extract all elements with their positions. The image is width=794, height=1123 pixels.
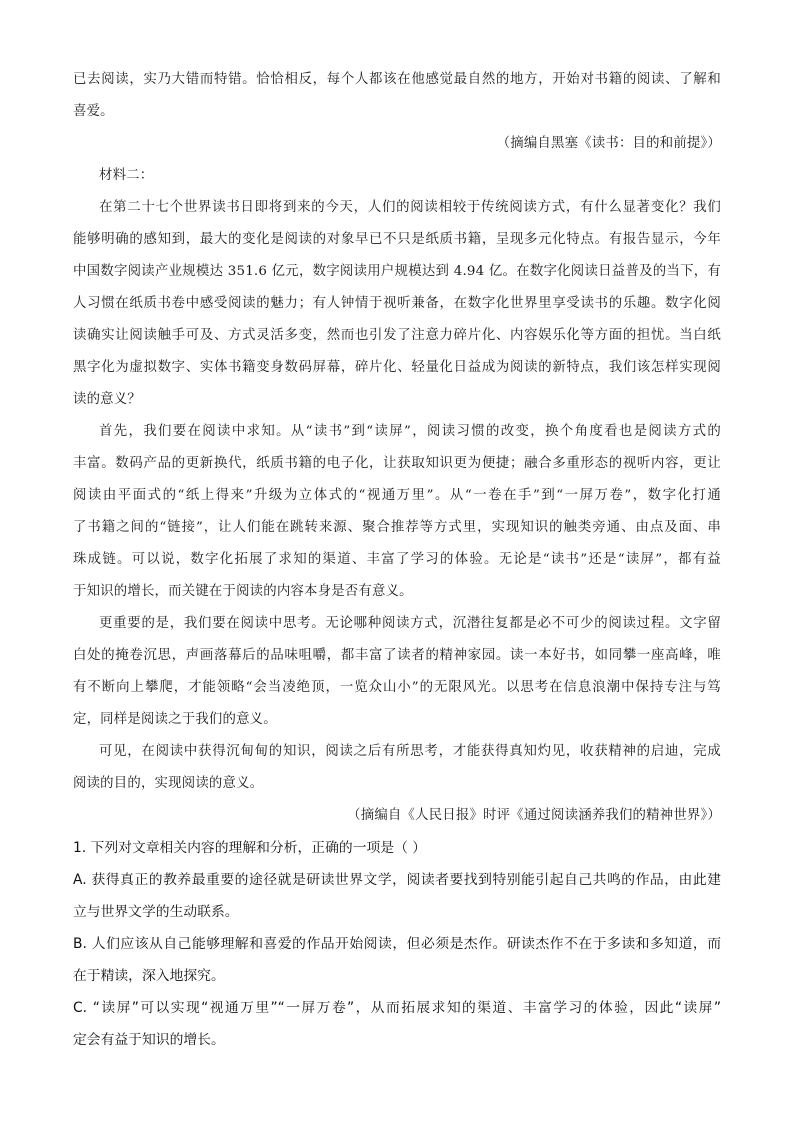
option-b-continued: 在于精读，深入地探究。 [73,968,225,984]
passage-line: 黑字化为虚拟数字、实体书籍变身数码屏幕，碎片化、轻量化日益成为阅读的新特点，我们该怎样实现阅 [73,360,721,375]
passage-line: 更重要的是，我们要在阅读中思考。无论哪种阅读方式，沉潜往复都是必不可少的阅读过程。文字留 [99,616,721,631]
source-citation: （摘编自黑塞《读书：目的和前提》） [496,136,721,151]
option-a-continued: 立与世界文学的生动联系。 [73,904,239,920]
option-c: C. “读屏”可以实现“视通万里”“一屏万卷”，从而拓展求知的渠道、丰富学习的体验，因此“读屏” [73,1000,721,1016]
passage-line: 首先，我们要在阅读中求知。从“读书”到“读屏”，阅读习惯的改变，换个角度看也是阅读方式的 [99,424,721,439]
passage-line: 读确实让阅读触手可及、方式灵活多变，然而也引发了注意力碎片化、内容娱乐化等方面的担忧。当白纸 [73,328,721,343]
source-citation: （摘编自《人民日报》时评《通过阅读涵养我们的精神世界》） [347,808,721,823]
passage-line: 定，同样是阅读之于我们的意义。 [73,712,277,727]
passage-line: 能够明确的感知到，最大的变化是阅读的对象早已不只是纸质书籍，呈现多元化特点。有报告显示，今年 [73,232,721,247]
option-b: B. 人们应该从自己能够理解和喜爱的作品开始阅读，但必须是杰作。研读杰作不在于多读和多知道，而 [73,936,721,952]
passage-line: 有不断向上攀爬，才能领略“会当凌绝顶，一览众山小”的无限风光。以思考在信息浪潮中保持专注与笃 [73,680,721,695]
option-a: A. 获得真正的教养最重要的途径就是研读世界文学，阅读者要找到特别能引起自己共鸣的作品，由此建 [73,872,721,888]
option-c-continued: 定会有益于知识的增长。 [73,1032,225,1048]
passage-line: 可见，在阅读中获得沉甸甸的知识，阅读之后有所思考，才能获得真知灼见，收获精神的启迪，完成 [99,744,721,759]
passage-line: 中国数字阅读产业规模达 351.6 亿元，数字阅读用户规模达到 4.94 亿。在数字化阅读日益普及的当下，有 [73,264,721,279]
passage-line: 读的意义？ [73,392,141,407]
passage-line: 丰富。数码产品的更新换代，纸质书籍的电子化，让获取知识更为便捷；融合多重形态的视听内容，更让 [73,456,721,471]
passage-line: 已去阅读，实乃大错而特错。恰恰相反，每个人都该在他感觉最自然的地方，开始对书籍的阅读、了解和 [73,72,721,87]
passage-line: 白处的掩卷沉思，声画落幕后的品味咀嚼，都丰富了读者的精神家园。读一本好书，如同攀一座高峰，唯 [73,648,721,663]
passage-line: 珠成链。可以说，数字化拓展了求知的渠道、丰富了学习的体验。无论是“读书”还是“读屏”，都有益 [73,552,721,567]
passage-line: 在第二十七个世界读书日即将到来的今天，人们的阅读相较于传统阅读方式，有什么显著变化？我们 [99,200,721,215]
material-heading: 材料二： [99,168,154,183]
passage-line: 阅读由平面式的“纸上得来”升级为立体式的“视通万里”。从“一卷在手”到“一屏万卷”，数字化打通 [73,488,721,503]
passage-line: 于知识的增长，而关键在于阅读的内容本身是否有意义。 [73,584,413,599]
passage-line: 人习惯在纸质书卷中感受阅读的魅力；有人钟情于视听兼备，在数字化世界里享受读书的乐趣。数字化阅 [73,296,721,311]
passage-line: 了书籍之间的“链接”，让人们能在跳转来源、聚合推荐等方式里，实现知识的触类旁通、由点及面、串 [73,520,721,535]
passage-line: 阅读的目的，实现阅读的意义。 [73,776,264,791]
question-stem: 1. 下列对文章相关内容的理解和分析，正确的一项是（ ） [73,840,427,856]
passage-line: 喜爱。 [73,104,114,119]
